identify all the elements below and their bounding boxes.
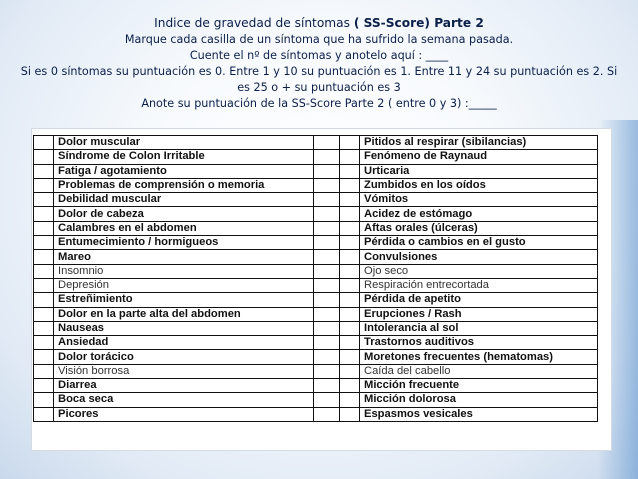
symptom-label: Pérdida de apetito [360, 293, 598, 307]
instruction-count: Cuente el nº de síntomas y anotelo aquí : ____ [189, 49, 449, 62]
symptom-label: Acidez de estómago [360, 207, 598, 221]
symptom-checkbox[interactable] [34, 350, 54, 364]
symptom-label: Mareo [54, 250, 314, 264]
symptom-label: Dolor torácico [54, 350, 314, 364]
instruction-score-entry: Anote su puntuación de la SS-Score Parte 2 ( entre 0 y 3) :_____ [141, 97, 497, 110]
symptom-row [34, 379, 598, 393]
symptom-checkbox[interactable] [340, 407, 360, 421]
symptom-row [34, 393, 598, 407]
symptom-checkbox[interactable] [34, 364, 54, 378]
symptom-label: Urticaria [360, 164, 598, 178]
symptom-label: Intolerancia al sol [360, 321, 598, 335]
symptom-row [34, 293, 598, 307]
symptom-row [34, 307, 598, 321]
symptom-row [34, 207, 598, 221]
column-gap-cell [314, 321, 340, 335]
instructions-header [0, 14, 638, 112]
symptom-label: Estreñimiento [54, 293, 314, 307]
symptom-label: Debilidad muscular [54, 193, 314, 207]
symptom-label: Trastornos auditivos [360, 336, 598, 350]
page-title [0, 14, 638, 32]
symptom-label: Calambres en el abdomen [54, 221, 314, 235]
symptom-row [34, 193, 598, 207]
symptom-label: Pitidos al respirar (sibilancias) [360, 136, 598, 150]
symptom-checkbox[interactable] [340, 193, 360, 207]
symptom-checkbox[interactable] [34, 393, 54, 407]
column-gap-cell [314, 178, 340, 192]
symptom-label: Zumbidos en los oídos [360, 178, 598, 192]
column-gap-cell [314, 364, 340, 378]
symptom-label: Dolor muscular [54, 136, 314, 150]
symptom-label: Problemas de comprensión o memoria [54, 178, 314, 192]
symptom-checkbox[interactable] [340, 178, 360, 192]
column-gap-cell [314, 336, 340, 350]
symptom-checkbox[interactable] [340, 264, 360, 278]
symptom-row [34, 136, 598, 150]
symptom-row [34, 221, 598, 235]
column-gap-cell [314, 164, 340, 178]
symptom-checkbox[interactable] [34, 150, 54, 164]
symptom-checkbox[interactable] [34, 307, 54, 321]
symptom-checkbox[interactable] [340, 164, 360, 178]
symptom-row [34, 164, 598, 178]
symptom-checkbox[interactable] [340, 221, 360, 235]
symptom-checkbox[interactable] [340, 236, 360, 250]
column-gap-cell [314, 307, 340, 321]
symptom-checkbox[interactable] [340, 278, 360, 292]
column-gap-cell [314, 221, 340, 235]
symptom-checkbox[interactable] [340, 293, 360, 307]
symptom-checkbox[interactable] [34, 207, 54, 221]
symptom-checkbox[interactable] [34, 407, 54, 421]
symptom-label: Caída del cabello [360, 364, 598, 378]
symptom-checkbox[interactable] [34, 321, 54, 335]
symptom-checkbox[interactable] [340, 136, 360, 150]
symptom-label: Moretones frecuentes (hematomas) [360, 350, 598, 364]
symptom-row [34, 150, 598, 164]
symptom-checkbox[interactable] [340, 350, 360, 364]
symptom-checkbox[interactable] [34, 278, 54, 292]
symptom-checkbox[interactable] [34, 264, 54, 278]
symptom-label: Ansiedad [54, 336, 314, 350]
symptom-label: Nauseas [54, 321, 314, 335]
instruction-scoring: Si es 0 síntomas su puntuación es 0. Entre 1 y 10 su puntuación es 1. Entre 11 y 24 su puntuación es 2. Si es 25 o + su puntuación es 3 [20, 65, 618, 94]
column-gap-cell [314, 136, 340, 150]
column-gap-cell [314, 407, 340, 421]
column-gap-cell [314, 264, 340, 278]
symptom-row [34, 278, 598, 292]
symptom-checkbox[interactable] [34, 379, 54, 393]
symptom-label: Micción dolorosa [360, 393, 598, 407]
column-gap-cell [314, 293, 340, 307]
symptom-label: Fatiga / agotamiento [54, 164, 314, 178]
symptom-row [34, 236, 598, 250]
symptom-label: Visión borrosa [54, 364, 314, 378]
symptom-checkbox[interactable] [34, 293, 54, 307]
symptom-label: Entumecimiento / hormigueos [54, 236, 314, 250]
symptom-checkbox[interactable] [34, 178, 54, 192]
symptom-row [34, 364, 598, 378]
symptom-checkbox[interactable] [340, 321, 360, 335]
symptom-label: Boca seca [54, 393, 314, 407]
column-gap-cell [314, 207, 340, 221]
title-text: Indice de gravedad de síntomas [154, 16, 354, 30]
symptom-checkbox[interactable] [340, 379, 360, 393]
column-gap-cell [314, 250, 340, 264]
symptom-checkbox[interactable] [340, 364, 360, 378]
symptom-label: Micción frecuente [360, 379, 598, 393]
symptom-label: Depresión [54, 278, 314, 292]
symptom-label: Ojo seco [360, 264, 598, 278]
symptom-label: Picores [54, 407, 314, 421]
column-gap-cell [314, 150, 340, 164]
symptom-label: Pérdida o cambios en el gusto [360, 236, 598, 250]
symptom-checkbox[interactable] [340, 307, 360, 321]
symptom-label: Aftas orales (úlceras) [360, 221, 598, 235]
symptom-checkbox[interactable] [340, 150, 360, 164]
symptom-label: Vómitos [360, 193, 598, 207]
symptom-label: Síndrome de Colon Irritable [54, 150, 314, 164]
column-gap-cell [314, 193, 340, 207]
symptom-row [34, 407, 598, 421]
symptom-checkbox[interactable] [34, 336, 54, 350]
symptom-label: Fenómeno de Raynaud [360, 150, 598, 164]
symptom-label: Dolor en la parte alta del abdomen [54, 307, 314, 321]
symptom-row [34, 336, 598, 350]
symptom-checklist-table [33, 135, 598, 422]
symptom-checkbox[interactable] [340, 207, 360, 221]
symptom-checklist-sheet [32, 129, 611, 450]
symptom-label: Convulsiones [360, 250, 598, 264]
column-gap-cell [314, 379, 340, 393]
symptom-checkbox[interactable] [34, 164, 54, 178]
symptom-checkbox[interactable] [340, 393, 360, 407]
column-gap-cell [314, 350, 340, 364]
symptom-row [34, 350, 598, 364]
column-gap-cell [314, 278, 340, 292]
title-bold-text: ( SS-Score) Parte 2 [353, 16, 484, 30]
symptom-row [34, 321, 598, 335]
symptom-checkbox[interactable] [34, 136, 54, 150]
symptom-label: Insomnio [54, 264, 314, 278]
symptom-checkbox[interactable] [34, 250, 54, 264]
symptom-checkbox[interactable] [34, 221, 54, 235]
symptom-checkbox[interactable] [34, 236, 54, 250]
instruction-mark-boxes: Marque cada casilla de un síntoma que ha sufrido la semana pasada. [124, 33, 514, 46]
symptom-label: Dolor de cabeza [54, 207, 314, 221]
symptom-label: Espasmos vesicales [360, 407, 598, 421]
symptom-checkbox[interactable] [340, 336, 360, 350]
symptom-row [34, 250, 598, 264]
symptom-label: Respiración entrecortada [360, 278, 598, 292]
column-gap-cell [314, 236, 340, 250]
column-gap-cell [314, 393, 340, 407]
symptom-label: Erupciones / Rash [360, 307, 598, 321]
symptom-row [34, 264, 598, 278]
symptom-checkbox[interactable] [34, 193, 54, 207]
symptom-row [34, 178, 598, 192]
symptom-checkbox[interactable] [340, 250, 360, 264]
symptom-label: Diarrea [54, 379, 314, 393]
